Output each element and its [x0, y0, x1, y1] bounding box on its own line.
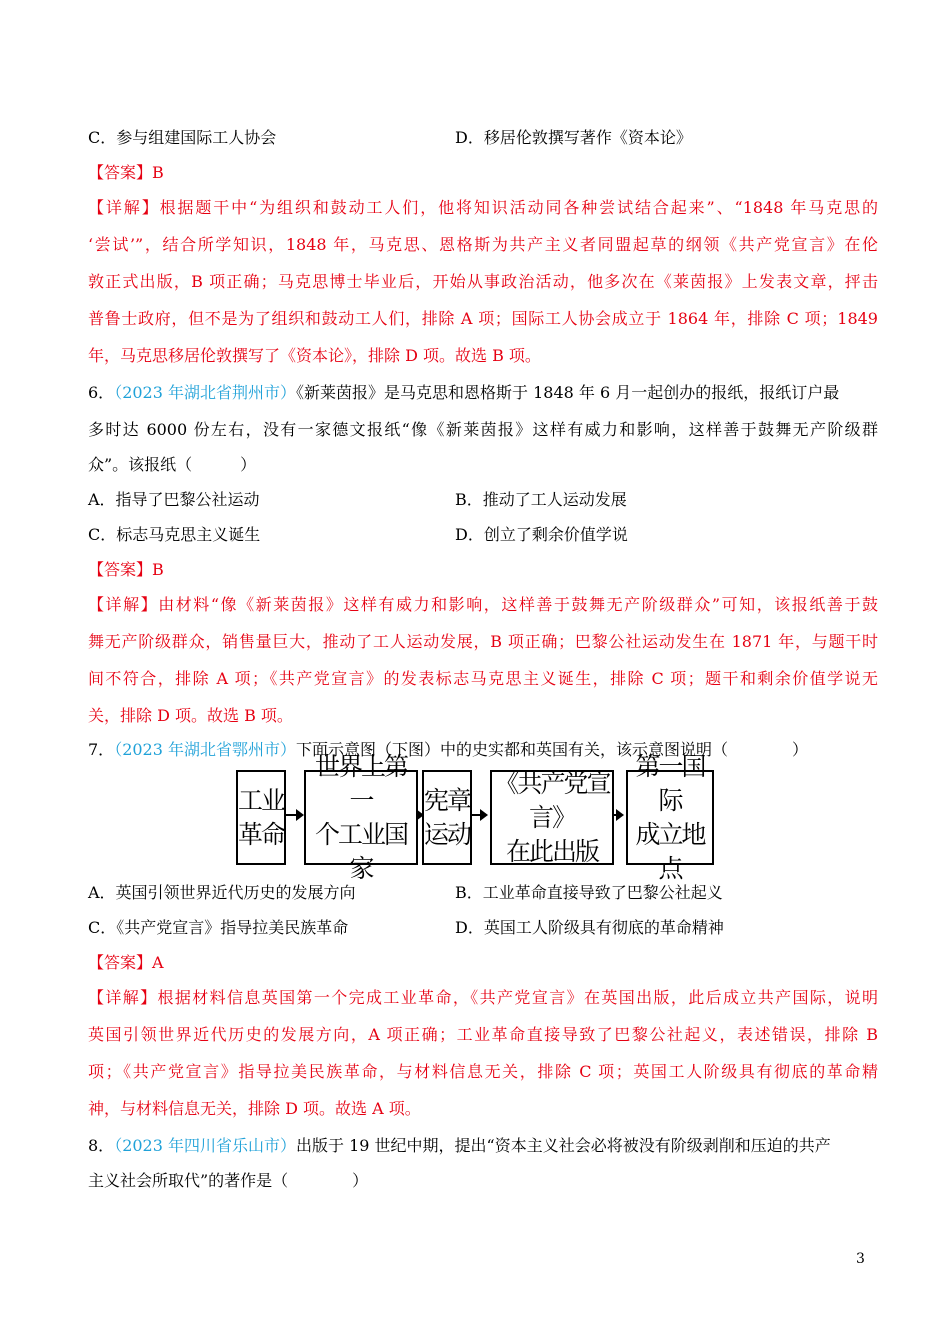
q7-explain-line: 神，与材料信息无关，排除 D 项。故选 A 项。: [88, 1099, 421, 1118]
q6-option-a: A．指导了巴黎公社运动: [88, 490, 260, 509]
q5-option-c: C．参与组建国际工人协会: [88, 128, 277, 147]
diagram-box-communist-manifesto: [490, 770, 614, 865]
q6-answer: 【答案】B: [88, 560, 164, 579]
q6-option-d: D．创立了剩余价值学说: [455, 525, 628, 544]
q8-stem-line-1: [88, 1136, 878, 1156]
diagram-box-text: 第一国际: [635, 751, 705, 815]
diagram-box-text: 革命: [238, 819, 285, 849]
q6-option-c: C．标志马克思主义诞生: [88, 525, 261, 544]
q6-stem-line-1: [88, 383, 878, 403]
diagram-box-text: 《共产党宣言》: [494, 768, 610, 832]
q7-stem-text: 下面示意图（下图）中的史实都和英国有关，该示意图说明（ ）: [296, 740, 809, 759]
q5-option-d: D．移居伦敦撰写著作《资本论》: [455, 128, 692, 147]
q5-explain-line: 【详解】根据题干中“为组织和鼓动工人们，他将知识活动同各种尝试结合起来”、“1848 年马克思的: [88, 198, 878, 217]
arrow-right-icon: [472, 814, 486, 816]
q7-flow-diagram: [236, 751, 716, 883]
q5-answer: 【答案】B: [88, 163, 164, 182]
q5-explain-line: ‘尝试’”，结合所学知识，1848 年，马克思、恩格斯为共产主义者同盟起草的纲领《共产党宣言》在伦: [88, 235, 878, 254]
q7-answer: 【答案】A: [88, 953, 164, 972]
q7-explain-line: 英国引领世界近代历史的发展方向，A 项正确；工业革命直接导致了巴黎公社起义，表述错误，排除 B: [88, 1025, 878, 1044]
page-number: 3: [856, 1251, 865, 1267]
q6-stem-line-2: 多时达 6000 份左右，没有一家德文报纸“像《新莱茵报》这样有威力和影响，这样善于鼓舞无产阶级群: [88, 420, 878, 439]
arrow-right-icon: [614, 814, 622, 816]
q5-explain-line: 敦正式出版，B 项正确；马克思博士毕业后，开始从事政治活动，他多次在《莱茵报》上发表文章，抨击: [88, 272, 878, 291]
q7-option-b: B．工业革命直接导致了巴黎公社起义: [455, 883, 723, 902]
q6-explain-line: 舞无产阶级群众，销售量巨大，推动了工人运动发展，B 项正确；巴黎公社运动发生在 1871 年，与题干时: [88, 632, 878, 651]
diagram-box-text: 个工业国家: [314, 819, 407, 883]
diagram-box-text: 工业: [238, 785, 285, 815]
diagram-box-first-international: [626, 751, 714, 883]
q7-explain-line: 【详解】根据材料信息英国第一个完成工业革命，《共产党宣言》在英国出版，此后成立共产国际，说明: [88, 988, 878, 1007]
q7-source: （2023 年湖北省鄂州市）: [114, 740, 296, 759]
q8-stem-text: 出版于 19 世纪中期，提出“资本主义社会必将被没有阶级剥削和压迫的共产: [296, 1136, 831, 1155]
arrow-right-icon: [286, 814, 302, 816]
diagram-box-text: 宪章: [424, 785, 471, 815]
q6-explain-line: 间不符合，排除 A 项；《共产党宣言》的发表标志马克思主义诞生，排除 C 项；题干和剩余价值学说无: [88, 669, 878, 688]
q7-stem-line: [88, 740, 878, 760]
q7-option-c: C．《共产党宣言》指导拉美民族革命: [88, 918, 349, 937]
q5-explain-line: 普鲁士政府，但不是为了组织和鼓动工人们，排除 A 项；国际工人协会成立于 1864 年，排除 C 项；1849: [88, 309, 878, 328]
diagram-box-text: 在此出版: [505, 836, 598, 866]
q8-number: 8．: [88, 1136, 115, 1155]
diagram-box-industrial-revolution: [236, 770, 286, 865]
diagram-box-text: 运动: [424, 819, 471, 849]
q7-number: 7．: [88, 740, 115, 759]
diagram-box-text: 世界上第一: [314, 751, 407, 815]
q6-source: （2023 年湖北省荆州市）: [114, 383, 296, 402]
q6-number: 6．: [88, 383, 115, 402]
q6-option-b: B．推动了工人运动发展: [455, 490, 627, 509]
q7-explain-line: 项；《共产党宣言》指导拉美民族革命，与材料信息无关，排除 C 项；英国工人阶级具有彻底的革命精: [88, 1062, 878, 1081]
q7-option-a: A．英国引领世界近代历史的发展方向: [88, 883, 356, 902]
diagram-box-first-industrial-nation: [304, 751, 418, 883]
q6-stem-line-3: 众”。该报纸（ ）: [88, 455, 257, 474]
diagram-box-text: 成立地点: [635, 819, 705, 883]
q6-explain-line: 关，排除 D 项。故选 B 项。: [88, 706, 293, 725]
q6-stem-text: 《新莱茵报》是马克思和恩格斯于 1848 年 6 月一起创办的报纸，报纸订户最: [296, 383, 840, 402]
q6-explain-line: 【详解】由材料“像《新莱茵报》这样有威力和影响，这样善于鼓舞无产阶级群众”可知，该报纸善于鼓: [88, 595, 878, 614]
q5-explain-line: 年，马克思移居伦敦撰写了《资本论》，排除 D 项。故选 B 项。: [88, 346, 541, 365]
diagram-box-chartist-movement: [422, 770, 472, 865]
q8-source: （2023 年四川省乐山市）: [114, 1136, 296, 1155]
q7-option-d: D．英国工人阶级具有彻底的革命精神: [455, 918, 724, 937]
q8-stem-line-2: 主义社会所取代”的著作是（ ）: [88, 1171, 369, 1190]
